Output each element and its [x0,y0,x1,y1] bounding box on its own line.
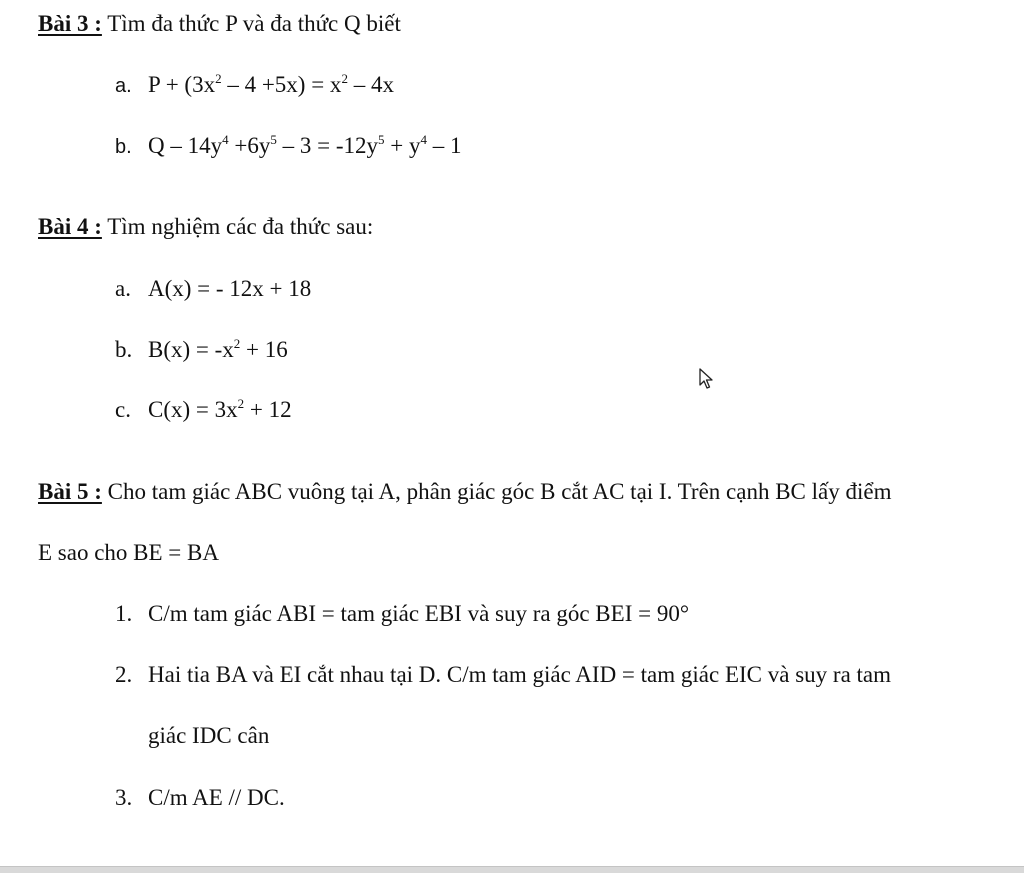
bai3-b-part1: Q – 14y [148,133,223,158]
bai5-item-2-continuation [148,722,269,750]
bai3-a-part2: – 4 +5x) = x [221,72,342,97]
bai4-item-a [115,275,311,303]
bai4-text: Tìm nghiệm các đa thức sau: [107,214,374,239]
bai4-c-part1: C(x) = 3x [148,397,238,422]
bai5-continuation: E sao cho BE = BA [38,540,219,565]
bai3-item-a [115,71,394,100]
bai3-b-exp2: 5 [270,132,277,147]
bai4-b-part1: B(x) = -x [148,337,234,362]
bai3-b-part3: – 3 = -12y [276,133,378,158]
bai3-b-part4: + y [384,133,421,158]
bai5-item-3-marker: 3. [115,785,133,810]
bai3-b-part2: +6y [228,133,271,158]
bai5-item-3-text: C/m AE // DC. [148,785,285,810]
bai5-item-2-continuation-text: giác IDC cân [148,723,270,748]
bai3-a-exp2: 2 [341,71,348,86]
bai4-item-b [115,336,288,364]
bai3-a-part3: – 4x [347,72,394,97]
bai4-item-c [115,396,292,424]
bai3-text: Tìm đa thức P và đa thức Q biết [107,11,401,36]
bai3-b-part5: – 1 [426,133,462,158]
bai3-item-b-marker: b. [115,136,132,158]
bai5-item-1 [115,600,689,628]
bai3-item-b [115,132,461,161]
bai3-label: Bài 3 : [38,11,102,36]
bai3-heading [38,10,401,38]
bai5-item-2-marker: 2. [115,662,133,687]
bai3-item-a-marker: a. [115,75,132,97]
bai5-item-2 [115,661,891,689]
bai4-a-part1: A(x) = - 12x + 18 [148,276,312,301]
page-bottom-divider [0,866,1024,873]
bai3-b-exp1: 4 [222,132,229,147]
bai5-item-1-marker: 1. [115,601,133,626]
bai5-heading [38,478,891,506]
bai4-heading [38,213,373,241]
bai4-c-exp1: 2 [237,396,245,411]
bai4-item-c-marker: c. [115,397,131,422]
bai4-item-a-marker: a. [115,276,131,301]
mouse-cursor-icon [699,368,715,390]
bai3-a-exp1: 2 [215,71,222,86]
bai5-item-2-text: Hai tia BA và EI cắt nhau tại D. C/m tam giác AID = tam giác EIC và suy ra tam [148,662,892,687]
bai4-c-part2: + 12 [244,397,292,422]
bai3-b-exp3: 5 [378,132,385,147]
bai4-b-part2: + 16 [240,337,288,362]
bai3-b-exp4: 4 [420,132,427,147]
bai5-item-1-text: C/m tam giác ABI = tam giác EBI và suy ra góc BEI = 90° [148,601,690,626]
bai5-text: Cho tam giác ABC vuông tại A, phân giác góc B cắt AC tại I. Trên cạnh BC lấy điểm [107,479,892,504]
bai5-label: Bài 5 : [38,479,102,504]
bai4-label: Bài 4 : [38,214,102,239]
bai3-a-part1: P + (3x [148,72,216,97]
bai4-item-b-marker: b. [115,337,133,362]
bai4-b-exp1: 2 [233,336,241,351]
bai5-item-3 [115,784,285,812]
